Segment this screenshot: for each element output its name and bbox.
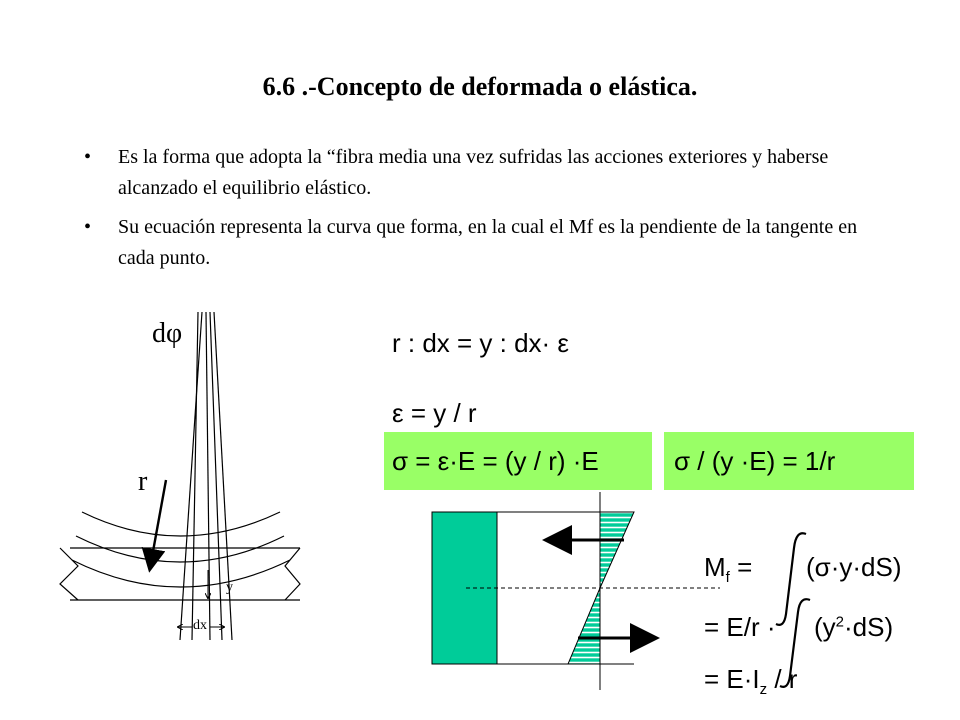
- curved-fiber: [72, 560, 290, 587]
- radius-line: [210, 312, 222, 640]
- curved-fiber: [76, 536, 284, 562]
- moment-line3: [704, 664, 797, 698]
- moment-line2-integrand: [814, 612, 893, 643]
- equation-proportion: r : dx = y : dx· ε: [392, 328, 570, 358]
- line3-prefix: = E·I: [704, 664, 760, 694]
- curvature-box: σ / (y ·E) = 1/r: [664, 432, 914, 490]
- break-mark: [60, 548, 78, 600]
- integral-sign: [776, 533, 806, 625]
- integrand-open: (y: [814, 612, 836, 642]
- slide-title: 6.6 .-Concepto de deformada o elástica.: [262, 72, 698, 101]
- curved-fiber: [82, 512, 280, 536]
- y-label: y: [226, 580, 233, 595]
- bullet-text: Es la forma que adopta la “fibra media una vez sufridas las acciones exteriores y haberse alcanzado el equilibrio elástico.: [118, 146, 829, 199]
- moment-equation: [704, 552, 752, 586]
- mf-equals: =: [729, 552, 753, 582]
- superscript-two: 2: [835, 613, 845, 631]
- integrand-close: ·dS): [844, 612, 894, 642]
- bullet-marker: •: [84, 146, 92, 168]
- moment-integrand: (σ·y·dS): [806, 552, 902, 582]
- dphi-label: dφ: [152, 318, 183, 349]
- line3-rest: / r: [767, 664, 798, 694]
- r-arrow: [150, 480, 166, 568]
- mf-subscript: f: [725, 569, 730, 587]
- bullet-text: Su ecuación representa la curva que forma, en la cual el Mf es la pendiente de la tangente en cada punto.: [118, 216, 858, 269]
- bullet-marker: •: [84, 216, 92, 238]
- compression-stress-triangle: [600, 512, 634, 588]
- break-mark: [285, 548, 300, 600]
- equation-strain: ε = y / r: [392, 398, 477, 428]
- tension-stress-triangle: [568, 588, 600, 664]
- mf-symbol: M: [704, 552, 726, 582]
- iz-subscript: z: [759, 681, 768, 699]
- hooke-law-box: σ = ε·E = (y / r) ·E: [384, 432, 652, 490]
- radius-line: [192, 312, 198, 640]
- radius-line: [180, 312, 202, 640]
- dx-label: dx: [193, 618, 207, 633]
- r-label: r: [138, 466, 148, 497]
- moment-line2-prefix: = E/r ·: [704, 612, 776, 642]
